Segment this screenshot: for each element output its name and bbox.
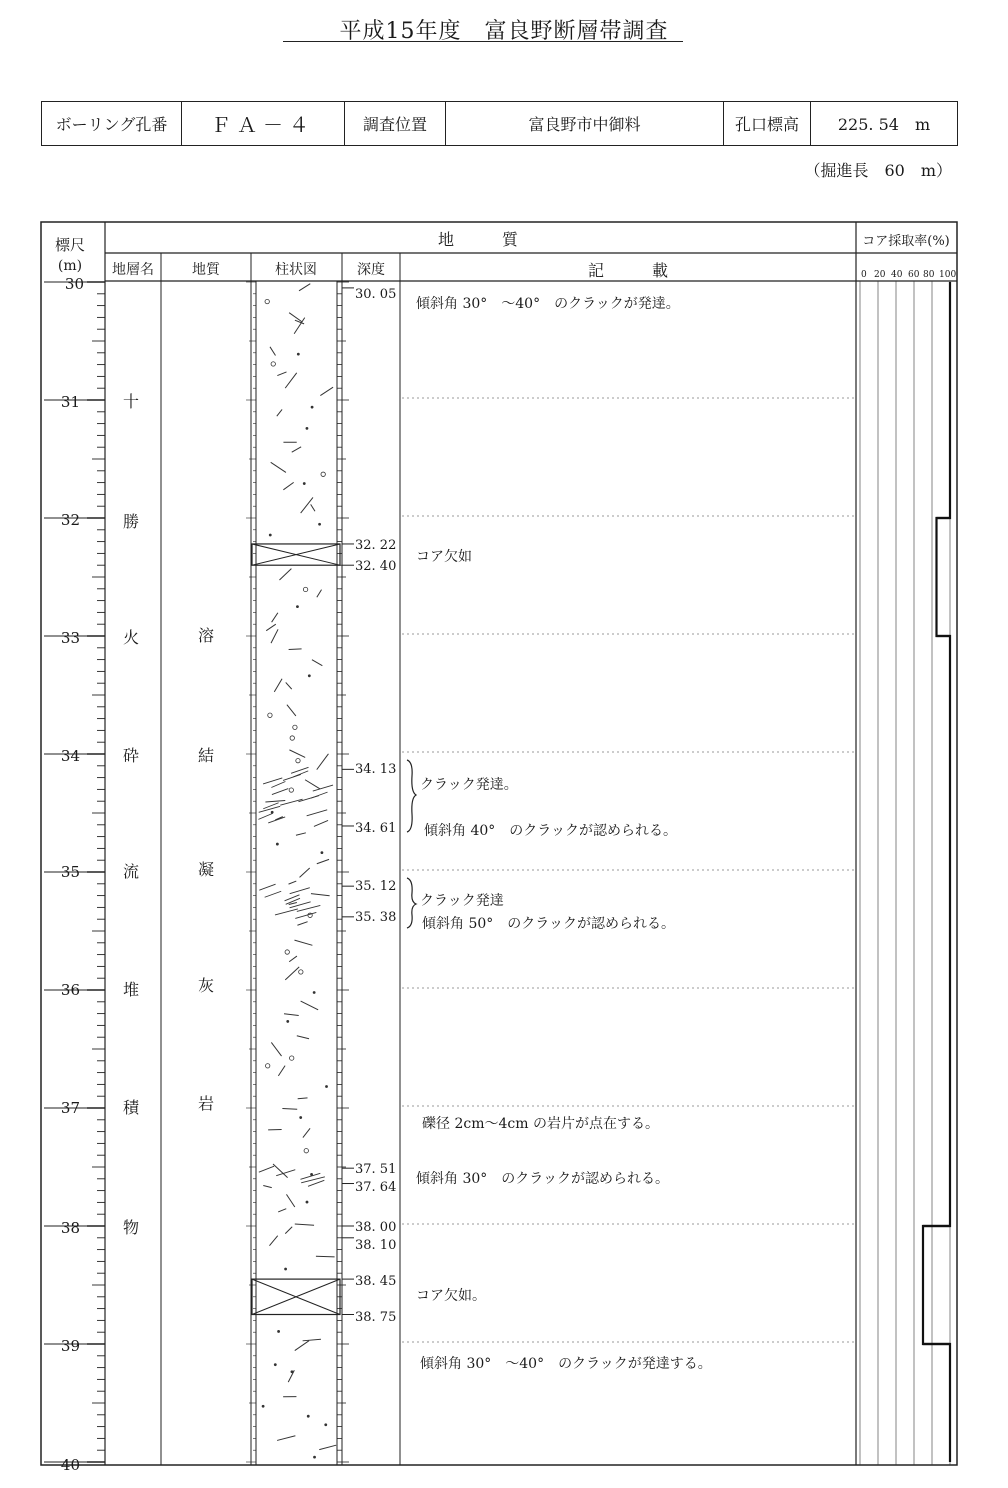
description-3: クラック発達。	[420, 777, 518, 793]
rock-dot	[286, 1020, 289, 1023]
core-tick-60: 60	[908, 270, 920, 280]
crack-stroke	[258, 813, 272, 819]
crack-stroke	[290, 888, 310, 894]
rock-stroke	[320, 387, 333, 395]
rock-stroke	[274, 679, 282, 692]
rock-stroke	[297, 922, 307, 926]
rock-stroke	[289, 956, 297, 962]
boring-number-label: ボーリング孔番	[42, 102, 182, 146]
lithology-char-5: 岩	[197, 1094, 215, 1113]
rock-stroke	[297, 1036, 309, 1039]
core-recovery-grid	[860, 281, 950, 1465]
description-4: 傾斜角 40° のクラックが認められる。	[424, 823, 677, 839]
scale-label-31: 31	[60, 393, 80, 411]
document-title: 平成15年度 富良野断層帯調査	[339, 19, 669, 44]
rock-pattern	[258, 284, 336, 1459]
crack-stroke	[265, 891, 282, 897]
rock-stroke	[294, 940, 312, 945]
rock-clast	[265, 1064, 269, 1068]
rock-stroke	[319, 1445, 336, 1449]
rock-stroke	[271, 629, 278, 643]
scale-label-36: 36	[60, 981, 80, 999]
rock-stroke	[298, 1098, 308, 1099]
scale-label-39: 39	[60, 1337, 80, 1355]
crack-stroke	[314, 820, 328, 826]
crack-stroke	[259, 884, 275, 890]
crack-stroke	[280, 799, 302, 805]
depth-label-35-12: 35. 12	[355, 879, 397, 894]
location-label: 調査位置	[345, 102, 446, 146]
rock-stroke	[272, 613, 278, 622]
crack-stroke	[259, 1166, 274, 1172]
rock-stroke	[273, 1164, 288, 1178]
description-6: 傾斜角 50° のクラックが認められる。	[422, 916, 675, 932]
rock-stroke	[263, 1185, 271, 1187]
drill-length: （掘進長 60 m）	[804, 161, 952, 180]
core-tick-80: 80	[923, 270, 935, 280]
crack-stroke	[290, 902, 311, 908]
formation-header: 地層名	[112, 262, 154, 278]
elevation-label: 孔口標高	[724, 102, 811, 146]
rock-clast	[290, 736, 294, 740]
formation-char-5: 流	[122, 862, 140, 881]
rock-clast	[293, 725, 297, 729]
crack-stroke	[291, 767, 308, 773]
rock-dot	[296, 605, 299, 608]
description-header: 記 載	[587, 261, 669, 280]
depth-label-34-61: 34. 61	[355, 821, 397, 836]
depth-label-32-40: 32. 40	[355, 559, 397, 574]
rock-stroke	[278, 1209, 286, 1212]
scale-ticks	[44, 282, 349, 1462]
rock-clast	[321, 472, 325, 476]
scale-label-40: 40	[60, 1456, 80, 1474]
lithology-char-3: 凝	[197, 860, 215, 879]
scale-label-33: 33	[60, 629, 80, 647]
rock-dot	[324, 1423, 327, 1426]
rock-stroke	[286, 1194, 294, 1207]
core-tick-100: 100	[939, 270, 957, 280]
crack-stroke	[272, 789, 288, 795]
description-1: 傾斜角 30° ～40° のクラックが発達。	[416, 296, 680, 312]
scale-label-35: 35	[60, 863, 80, 881]
rock-stroke	[285, 967, 299, 980]
rock-stroke	[277, 409, 282, 416]
elevation-value: 225. 54 m	[811, 102, 958, 146]
core-recovery-header: コア採取率(%)	[862, 234, 950, 249]
rock-stroke	[316, 1256, 335, 1257]
rock-stroke	[289, 750, 305, 758]
rock-dot	[321, 851, 324, 854]
boring-number-value: ＦＡ－４	[182, 102, 345, 146]
lithology-char-4: 灰	[197, 976, 215, 995]
rock-stroke	[269, 1236, 277, 1246]
rock-stroke	[285, 1227, 292, 1234]
scale-label-32: 32	[60, 511, 80, 529]
description-8: 傾斜角 30° のクラックが認められる。	[416, 1171, 669, 1187]
rock-stroke	[283, 482, 293, 489]
formation-char-3: 火	[122, 628, 140, 647]
rock-dot	[284, 1268, 287, 1271]
crack-stroke	[283, 774, 301, 780]
rock-dot	[313, 1456, 316, 1459]
rock-dot	[318, 523, 321, 526]
depth-label-38-00: 38. 00	[355, 1220, 397, 1235]
rock-stroke	[311, 504, 315, 511]
scale-header: 標尺	[54, 236, 86, 254]
log-frame	[41, 222, 957, 1465]
rock-stroke	[289, 649, 302, 650]
crack-stroke	[263, 778, 282, 784]
rock-dot	[306, 427, 309, 430]
rock-dot	[313, 991, 316, 994]
rock-stroke	[282, 1109, 297, 1110]
depth-ticks	[342, 288, 354, 1315]
description-2: コア欠如	[416, 549, 472, 565]
lithology-header: 地質	[192, 262, 220, 278]
description-dotted-lines	[402, 398, 856, 1342]
rock-stroke	[295, 1341, 309, 1351]
rock-dot	[274, 1363, 277, 1366]
crack-stroke	[308, 1180, 324, 1186]
depth-label-34-13: 34. 13	[355, 762, 397, 777]
depth-label-37-64: 37. 64	[355, 1180, 397, 1195]
crack-stroke	[259, 806, 280, 812]
geology-header: 地 質	[437, 230, 519, 249]
formation-char-8: 物	[122, 1218, 140, 1237]
rock-dot	[306, 1201, 309, 1204]
rock-stroke	[305, 780, 320, 789]
depth-label-38-10: 38. 10	[355, 1238, 397, 1253]
depth-label-38-45: 38. 45	[355, 1274, 397, 1289]
core-tick-40: 40	[891, 270, 903, 280]
rock-stroke	[317, 859, 329, 863]
depth-label-30-05: 30. 05	[355, 287, 397, 302]
rock-stroke	[312, 660, 322, 666]
formation-char-4: 砕	[122, 746, 140, 765]
description-7: 礫径 2cm～4cm の岩片が点在する。	[422, 1116, 659, 1132]
crack-stroke	[295, 912, 316, 918]
rock-stroke	[292, 447, 301, 452]
crack-stroke	[276, 1170, 295, 1176]
rock-dot	[299, 1116, 302, 1119]
rock-stroke	[277, 1436, 295, 1441]
crack-stroke	[298, 796, 318, 802]
lithology-char-1: 溶	[197, 626, 215, 645]
rock-clast	[303, 587, 307, 591]
description-10: 傾斜角 30° ～40° のクラックが発達する。	[420, 1356, 712, 1372]
scale-label-38: 38	[60, 1219, 80, 1237]
rock-clast	[296, 758, 300, 762]
rock-stroke	[285, 373, 297, 388]
crack-stroke	[307, 810, 328, 816]
rock-clast	[304, 1149, 308, 1153]
rock-dot	[308, 674, 311, 677]
rock-dot	[311, 406, 314, 409]
depth-label-38-75: 38. 75	[355, 1310, 397, 1325]
rock-stroke	[317, 754, 329, 770]
rock-dot	[269, 534, 272, 537]
depth-label-37-51: 37. 51	[355, 1162, 397, 1177]
core-tick-0: 0	[861, 270, 867, 280]
rock-stroke	[299, 284, 310, 291]
scale-label-34: 34	[60, 747, 80, 765]
rock-stroke	[289, 881, 297, 884]
brace-1	[407, 760, 416, 832]
rock-stroke	[317, 590, 322, 598]
depth-label-35-38: 35. 38	[355, 910, 397, 925]
rock-stroke	[278, 1066, 285, 1076]
rock-dot	[325, 1085, 328, 1088]
rock-stroke	[271, 462, 286, 472]
rock-stroke	[296, 833, 306, 835]
brace-2	[407, 878, 416, 928]
rock-stroke	[266, 624, 276, 630]
core-missing-marks	[252, 544, 340, 1315]
rock-stroke	[287, 705, 296, 716]
rock-dot	[276, 843, 279, 846]
crack-stroke	[271, 782, 285, 788]
formation-char-6: 堆	[122, 980, 140, 999]
rock-dot	[262, 1405, 265, 1408]
rock-clast	[265, 299, 269, 303]
core-tick-20: 20	[874, 270, 886, 280]
crack-stroke	[268, 817, 285, 823]
scale-label-37: 37	[60, 1099, 80, 1117]
rock-stroke	[271, 1042, 281, 1056]
depth-label-32-22: 32. 22	[355, 538, 397, 553]
rock-dot	[307, 1415, 310, 1418]
rock-clast	[299, 970, 303, 974]
rock-dot	[303, 482, 306, 485]
formation-char-1: 十	[122, 392, 140, 411]
rock-dot	[277, 1330, 280, 1333]
rock-stroke	[270, 347, 276, 356]
scale-label-30: 30	[64, 275, 84, 293]
rock-stroke	[301, 1001, 319, 1010]
rock-stroke	[311, 894, 330, 896]
description-5: クラック発達	[420, 893, 504, 909]
crack-stroke	[263, 803, 278, 809]
depth-header: 深度	[357, 262, 385, 278]
rock-stroke	[265, 801, 285, 802]
rock-stroke	[284, 1014, 299, 1016]
rock-stroke	[303, 1339, 321, 1341]
rock-clast	[289, 788, 293, 792]
core-recovery-line	[923, 282, 950, 1462]
rock-stroke	[277, 372, 286, 376]
rock-clast	[289, 1056, 293, 1060]
rock-stroke	[279, 569, 291, 580]
location-value: 富良野市中御料	[446, 102, 724, 146]
rock-stroke	[300, 868, 310, 877]
crack-stroke	[297, 905, 320, 911]
rock-stroke	[295, 1224, 314, 1225]
description-9: コア欠如。	[416, 1288, 486, 1304]
formation-char-7: 積	[122, 1098, 140, 1117]
rock-clast	[268, 713, 272, 717]
rock-dot	[297, 353, 300, 356]
formation-char-2: 勝	[122, 512, 140, 531]
rock-clast	[285, 950, 289, 954]
crack-stroke	[275, 909, 298, 915]
column-header: 柱状図	[275, 262, 317, 278]
lithology-char-2: 結	[197, 746, 215, 765]
rock-stroke	[303, 1128, 310, 1137]
rock-clast	[271, 362, 275, 366]
rock-stroke	[286, 682, 292, 689]
scale-unit: (m)	[57, 258, 83, 274]
